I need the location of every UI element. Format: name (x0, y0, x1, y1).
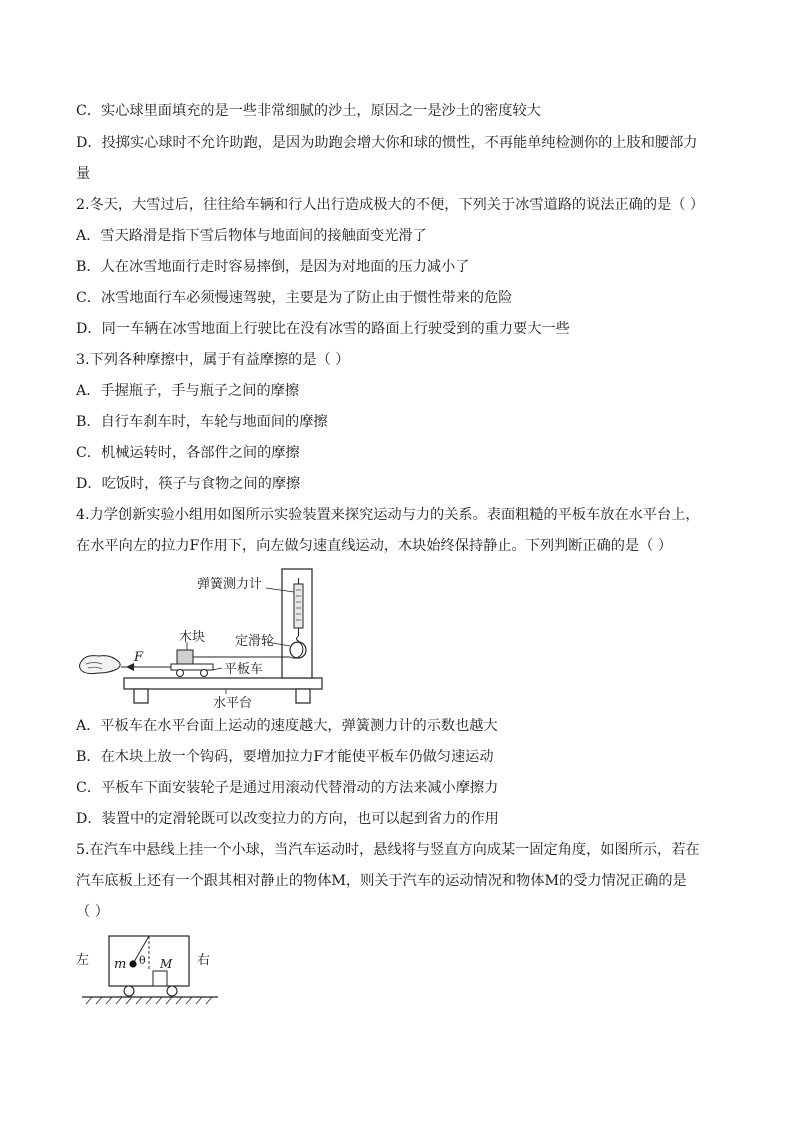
label-right: 右 (197, 953, 211, 968)
q5-stem: 5.在汽车中悬线上挂一个小球，当汽车运动时，悬线将与竖直方向成某一固定角度，如图所示，若在 (76, 842, 700, 858)
label-table: 水平台 (213, 696, 253, 711)
hand-icon (80, 656, 121, 674)
q3-option-c: C．机械运转时，各部件之间的摩擦 (76, 445, 300, 461)
q3-stem: 3.下列各种摩擦中，属于有益摩擦的是（ ） (76, 352, 350, 368)
q5-figure (76, 930, 226, 1012)
label-theta: θ (139, 954, 146, 967)
spring-scale (294, 584, 303, 628)
q4-option-c: C．平板车下面安装轮子是通过用滚动代替滑动的方法来减小摩擦力 (76, 780, 499, 796)
q4-stem-cont: 在水平向左的拉力F作用下，向左做匀速直线运动，木块始终保持静止。下列判断正确的是（ ） (76, 538, 673, 554)
force-arrow (126, 663, 134, 671)
label-cart: 平板车 (224, 662, 264, 677)
q5-stem-cont: 汽车底板上还有一个跟其相对静止的物体M，则关于汽车的运动情况和物体M的受力情况正确的是 (76, 873, 687, 889)
wood-block (177, 650, 193, 664)
label-pulley: 定滑轮 (235, 634, 275, 649)
q1-option-d: D．投掷实心球时不允许助跑，是因为助跑会增大你和球的惯性，不再能单纯检测你的上肢和腰部力 (76, 135, 698, 151)
q2-option-d: D．同一车辆在冰雪地面上行驶比在没有冰雪的路面上行驶受到的重力要大一些 (76, 321, 570, 337)
q4-option-b: B．在木块上放一个钩码，要增加拉力F才能使平板车仍做匀速运动 (76, 749, 494, 765)
q2-option-a: A．雪天路滑是指下雪后物体与地面间的接触面变光滑了 (76, 228, 427, 244)
q3-option-a: A．手握瓶子，手与瓶子之间的摩擦 (76, 383, 300, 399)
label-force: F (134, 650, 144, 665)
q2-option-c: C．冰雪地面行车必须慢速驾驶，主要是为了防止由于惯性带来的危险 (76, 290, 513, 306)
label-object-m: M (160, 957, 173, 971)
q1-option-d-cont: 量 (76, 166, 91, 182)
object-m (153, 971, 167, 986)
q3-option-d: D．吃饭时，筷子与食物之间的摩擦 (76, 476, 301, 492)
label-block: 木块 (179, 630, 206, 645)
fixed-pulley (290, 642, 306, 658)
hanging-ball (129, 960, 136, 967)
q4-option-d: D．装置中的定滑轮既可以改变拉力的方向，也可以起到省力的作用 (76, 811, 499, 827)
label-spring-scale: 弹簧测力计 (197, 577, 263, 592)
q4-stem: 4.力学创新实验小组用如图所示实验装置来探究运动与力的关系。表面粗糙的平板车放在水平台上， (76, 507, 700, 523)
flat-cart (171, 664, 213, 670)
q2-option-b: B．人在冰雪地面行走时容易摔倒，是因为对地面的压力减小了 (76, 259, 470, 275)
q2-stem: 2.冬天，大雪过后，往往给车辆和行人出行造成极大的不便，下列关于冰雪道路的说法正确的是（ ） (76, 197, 705, 213)
table-top (124, 678, 322, 689)
label-left: 左 (76, 953, 90, 968)
q1-option-c: C．实心球里面填充的是一些非常细腻的沙土，原因之一是沙土的密度较大 (76, 103, 541, 119)
q3-option-b: B．自行车刹车时，车轮与地面间的摩擦 (76, 414, 328, 430)
q4-option-a: A．平板车在水平台面上运动的速度越大，弹簧测力计的示数也越大 (76, 718, 498, 734)
table-leg-right (296, 689, 310, 703)
table-leg-left (134, 689, 148, 703)
q5-stem-options: （ ） (76, 904, 109, 920)
q4-figure (76, 562, 336, 712)
label-ball-m: m (114, 957, 127, 972)
